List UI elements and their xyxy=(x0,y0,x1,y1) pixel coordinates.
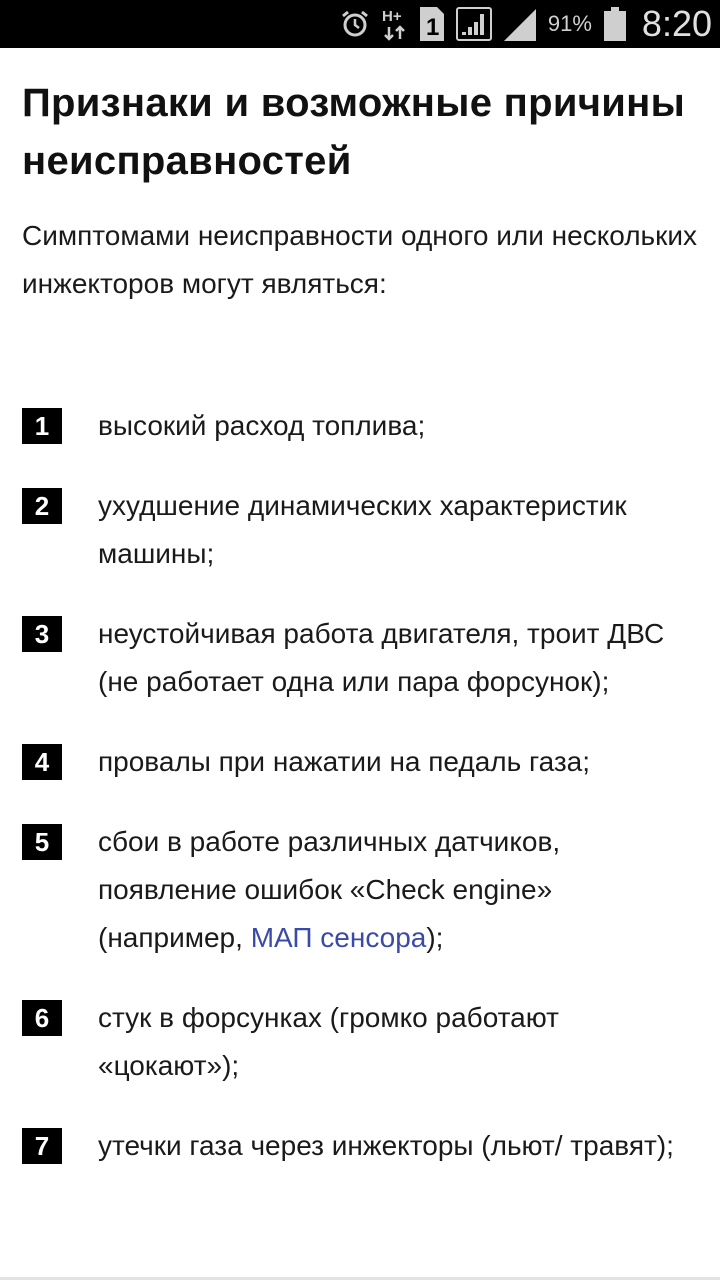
clock: 8:20 xyxy=(641,3,712,44)
list-number: 7 xyxy=(22,1128,62,1164)
list-item-text-after: ); xyxy=(426,922,444,953)
article xyxy=(0,74,720,1170)
list-item xyxy=(22,610,698,706)
alarm-icon xyxy=(340,9,370,39)
list-item xyxy=(22,994,698,1090)
list-item-text xyxy=(98,818,698,962)
list-item-text: утечки газа через инжекторы (льют/ травят); xyxy=(98,1130,674,1161)
list-number: 2 xyxy=(22,488,62,524)
network-type-icon xyxy=(382,7,408,41)
sim-label: 1 xyxy=(425,14,440,41)
list-item xyxy=(22,402,698,450)
list-item-text-before: сбои в работе различных датчиков, появление ошибок «Check engine» (например, xyxy=(98,826,561,953)
network-type-label: H+ xyxy=(381,8,402,25)
map-sensor-link[interactable]: МАП сенсора xyxy=(250,922,427,953)
list-number: 5 xyxy=(22,824,62,860)
article-intro: Симптомами неисправности одного или нескольких инжекторов могут являться: xyxy=(22,220,698,299)
list-number: 1 xyxy=(22,408,62,444)
list-item xyxy=(22,738,698,786)
status-bar xyxy=(0,0,720,48)
signal-icon xyxy=(504,7,536,41)
symptoms-list xyxy=(22,402,698,1170)
list-item xyxy=(22,818,698,962)
battery-icon xyxy=(604,7,626,41)
list-item-text: провалы при нажатии на педаль газа; xyxy=(98,746,591,777)
list-item-text: высокий расход топлива; xyxy=(98,410,426,441)
list-item-text: неустойчивая работа двигателя, троит ДВС (не работает одна или пара форсунок); xyxy=(98,618,665,697)
list-number: 3 xyxy=(22,616,62,652)
signal-box-icon xyxy=(456,7,492,41)
list-item xyxy=(22,482,698,578)
list-item-text: ухудшение динамических характеристик машины; xyxy=(98,490,627,569)
article-title: Признаки и возможные причины неисправностей xyxy=(22,81,686,183)
list-number: 6 xyxy=(22,1000,62,1036)
battery-percent: 91% xyxy=(547,11,592,36)
sim-icon xyxy=(420,7,444,41)
list-number: 4 xyxy=(22,744,62,780)
list-item-text: стук в форсунках (громко работают «цокают»); xyxy=(98,1002,559,1081)
list-item xyxy=(22,1122,698,1170)
